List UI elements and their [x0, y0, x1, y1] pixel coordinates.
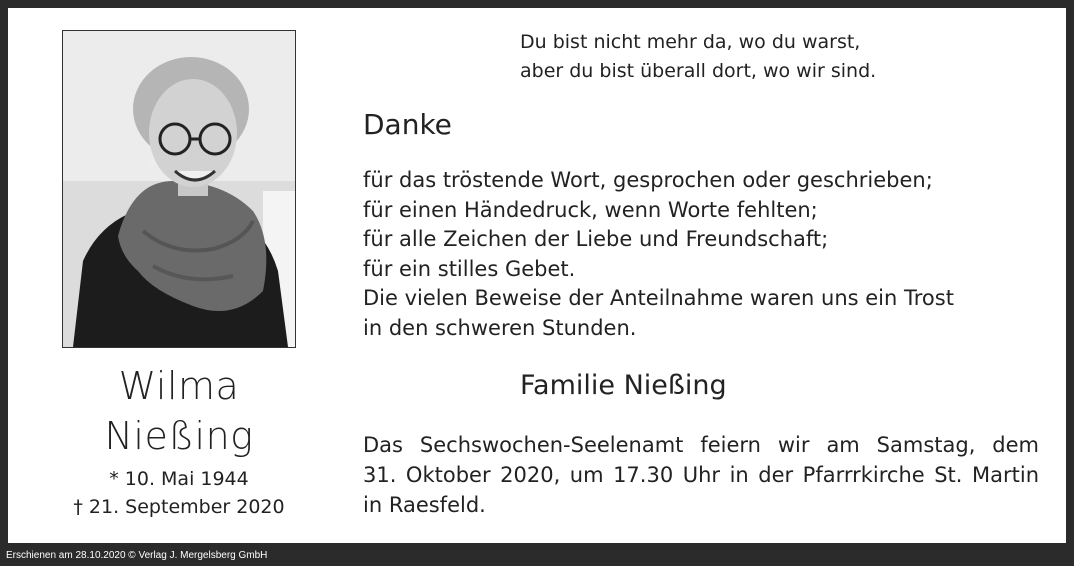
announcement-line: Das Sechswochen-Seelenamt feiern wir am Samstag, dem: [363, 433, 1039, 457]
memorial-announcement: [363, 430, 1039, 520]
death-date: † 21. September 2020: [73, 496, 285, 518]
thanks-line: in den schweren Stunden.: [363, 315, 637, 340]
motto-line: aber du bist überall dort, wo wir sind.: [520, 60, 877, 82]
heading-danke: Danke: [363, 108, 452, 141]
deceased-last-name: Nießing: [104, 414, 254, 458]
thanks-line: für einen Händedruck, wenn Worte fehlten;: [363, 197, 818, 222]
portrait-photo: [62, 30, 296, 348]
thanks-line: für alle Zeichen der Liebe und Freundschaft;: [363, 227, 829, 252]
publication-footer: Erschienen am 28.10.2020 © Verlag J. Mergelsberg GmbH: [6, 550, 268, 561]
family-signature: Familie Nießing: [520, 370, 727, 401]
announcement-line: 31. Oktober 2020, um 17.30 Uhr in der Pfarrrkirche St. Martin: [363, 463, 1039, 487]
thanks-text: [363, 166, 954, 344]
portrait-image: [63, 31, 295, 347]
thanks-line: für ein stilles Gebet.: [363, 256, 576, 281]
thanks-line: Die vielen Beweise der Anteilnahme waren uns ein Trost: [363, 286, 954, 311]
obituary-card: [8, 8, 1066, 543]
thanks-line: für das tröstende Wort, gesprochen oder geschrieben;: [363, 168, 933, 192]
announcement-line: in Raesfeld.: [363, 493, 486, 517]
birth-date: * 10. Mai 1944: [109, 468, 249, 490]
motto-quote: [520, 28, 876, 86]
deceased-first-name: Wilma: [118, 364, 240, 408]
motto-line: Du bist nicht mehr da, wo du warst,: [520, 31, 861, 53]
